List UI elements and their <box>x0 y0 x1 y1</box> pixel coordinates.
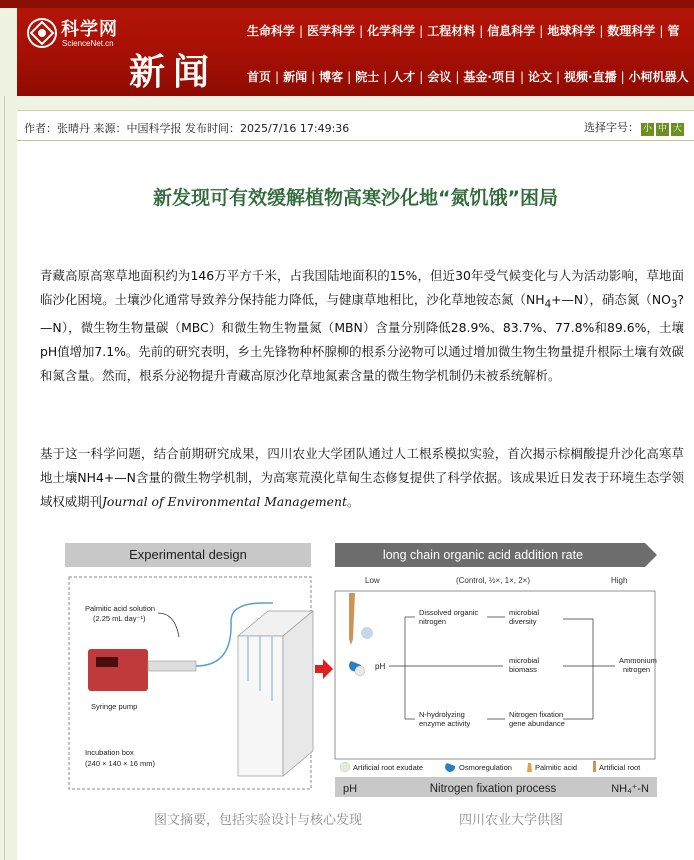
legend-palmitic: Palmitic acid <box>535 763 578 772</box>
legend-root: Artificial root <box>599 763 641 772</box>
incubation-box-size: (240 × 140 × 16 mm) <box>85 759 156 768</box>
solution-label: Palmitic acid solution <box>85 604 156 613</box>
p2-text-a: 基于这一科学问题，结合前期研究成果，四川农业大学团队通过人工根系模拟实验，首次揭示棕榈酸提升沙化高寒草地土壤NH4+—N含量的微生物学机制，为高寒荒漠化草甸生态修复提供了科学依据。该成果近日发表于环境生态学领域权威期刊 <box>40 446 684 509</box>
node-biomass-line1: microbial <box>509 656 540 665</box>
p1-subscript-3: 3 <box>670 298 678 311</box>
sub-nav-item-conference[interactable]: 会议 <box>427 70 452 84</box>
low-label: Low <box>365 576 380 585</box>
node-ph: pH <box>375 662 386 671</box>
top-nav-item-engineering[interactable]: 工程材料 <box>427 24 476 38</box>
left-rule <box>4 96 5 860</box>
syringe-pump-label: Syringe pump <box>91 702 138 711</box>
logo-english: ScienceNet.cn <box>62 39 114 48</box>
article-paragraph-1 <box>40 264 684 388</box>
solution-rate: (2.25 mL day⁻¹) <box>93 614 146 623</box>
figure-caption: 图文摘要，包括实验设计与核心发现 <box>154 813 363 828</box>
font-size-label: 选择字号： <box>584 121 639 134</box>
p1-text-a: 青藏高原高寒草地面积约为146万平方千米，占我国陆地面积的15%，但近30年受气候变化与人为活动影响，草地面临沙化困境。土壤沙化通常导致养分保持能力降低，与健康草地相比，沙化草地铵态氮（NH <box>40 268 684 307</box>
node-fixation-line1: Nitrogen fixation <box>509 710 564 719</box>
top-nav-item-math-physics[interactable]: 数理科学 <box>607 24 656 38</box>
font-size-selector <box>584 119 684 136</box>
graphical-abstract <box>63 541 657 799</box>
figure-credit: 四川农业大学供图 <box>459 813 564 828</box>
top-nav-item-earth[interactable]: 地球科学 <box>547 24 596 38</box>
legend-palmitic-icon <box>527 763 532 772</box>
byline: 作者：张晴丹 来源：中国科学报 发布时间：2025/7/16 17:49:36 <box>24 122 350 135</box>
legend-exudate-icon <box>340 762 350 772</box>
node-diversity-line2: diversity <box>509 617 537 626</box>
top-strip <box>0 0 694 8</box>
exudate-drop-icon-2 <box>355 666 365 676</box>
meta-bar <box>17 111 694 141</box>
p1-text-b: +—N），硝态氮（NO <box>551 292 671 307</box>
sub-nav-item-news[interactable]: 新闻 <box>283 70 308 84</box>
sub-nav-item-paper[interactable]: 论文 <box>527 70 552 84</box>
top-nav-item-management[interactable]: 管 <box>667 24 680 38</box>
journal-name: Journal of Environmental Management <box>101 494 347 509</box>
node-don-line1: Dissolved organic <box>419 608 479 617</box>
graphical-abstract-figure <box>63 541 657 799</box>
process-title: Nitrogen fixation process <box>429 783 557 795</box>
font-small-button[interactable]: 小 <box>642 124 652 134</box>
logo-text[interactable]: 科学网 <box>61 19 118 40</box>
p2-text-end: 。 <box>346 494 360 509</box>
sub-nav-item-fund[interactable]: 基金·项目 <box>463 70 516 84</box>
legend-osmoregulation: Osmoregulation <box>459 763 512 772</box>
control-label: (Control, ½×, 1×, 2×) <box>455 576 531 585</box>
sub-nav-item-academician[interactable]: 院士 <box>355 70 380 84</box>
article-paragraph-2 <box>40 442 684 514</box>
sub-nav: 首页 | 新闻 | 博客 | 院士 | 人才 | 会议 | 基金·项目 | 论文 | 视频·直播 | 小柯机器人 <box>247 70 689 84</box>
top-nav-item-medical[interactable]: 医学科学 <box>307 24 356 38</box>
sub-nav-item-robot[interactable]: 小柯机器人 <box>628 70 689 84</box>
top-nav-item-information[interactable]: 信息科学 <box>487 24 536 38</box>
section-title: 新闻 <box>129 51 218 93</box>
legend-osmoregulation-icon <box>445 763 455 772</box>
addition-rate-title: long chain organic acid addition rate <box>382 548 584 562</box>
node-ammonium-line1: Ammonium <box>619 656 657 665</box>
high-label: High <box>611 576 628 585</box>
p1-subscript-4: 4 <box>544 298 552 311</box>
site-header <box>17 8 694 96</box>
exudate-drop-icon <box>361 627 373 639</box>
incubation-box-label: Incubation box <box>85 748 134 757</box>
top-nav-item-chemistry[interactable]: 化学科学 <box>367 24 416 38</box>
sub-nav-item-blog[interactable]: 博客 <box>319 70 344 84</box>
process-ph: pH <box>343 783 358 795</box>
top-nav: 生命科学 | 医学科学 | 化学科学 | 工程材料 | 信息科学 | 地球科学 | 数理科学 | 管 <box>247 24 680 38</box>
node-enzyme-line2: enzyme activity <box>419 719 471 728</box>
pump-display <box>96 657 118 667</box>
legend-root-icon <box>593 761 596 772</box>
syringe-icon <box>148 661 196 671</box>
process-nh4: NH₄⁺-N <box>611 783 649 795</box>
node-diversity-line1: microbial <box>509 608 540 617</box>
top-nav-item-life[interactable]: 生命科学 <box>247 24 296 38</box>
legend-exudate: Artificial root exudate <box>353 763 424 772</box>
converge-lines <box>563 619 615 719</box>
solution-pointer <box>158 613 179 637</box>
p1-text-c: ?—N），微生物生物量碳（MBC）和微生物生物量氮（MBN）含量分别降低28.9%、83.7%、77.8%和89.6%，土壤pH值增加7.1%。先前的研究表明，乡土先锋物种杯腺柳的根系分泌物可以通过增加微生物生物量提升根际土壤有效碳和氮含量。然而，根系分泌物提升青藏高原沙化草地氮素含量的微生物学机制仍未被系统解析。 <box>40 292 684 384</box>
node-fixation-line2: gene abundance <box>509 719 565 728</box>
article-title: 新发现可有效缓解植物高寒沙化地“氮饥饿”困局 <box>153 187 558 209</box>
node-biomass-line2: biomass <box>509 665 537 674</box>
sub-nav-item-talent[interactable]: 人才 <box>391 70 416 84</box>
box-side <box>283 611 313 776</box>
sub-nav-item-home[interactable]: 首页 <box>247 70 272 84</box>
font-large-button[interactable]: 大 <box>672 124 682 134</box>
sub-nav-item-video[interactable]: 视频·直播 <box>564 70 617 84</box>
mechanism-box <box>335 591 655 759</box>
article-panel <box>17 110 694 860</box>
node-enzyme-line1: N-hydrolyzing <box>419 710 465 719</box>
artificial-root-icon <box>349 593 355 645</box>
red-arrow-icon <box>315 659 333 679</box>
node-ammonium-line2: nitrogen <box>623 665 651 674</box>
font-medium-button[interactable]: 中 <box>657 124 667 134</box>
syringe-pump-icon <box>88 649 148 691</box>
node-don-line2: nitrogen <box>419 617 447 626</box>
experimental-design-title: Experimental design <box>129 547 247 562</box>
logo-icon[interactable] <box>27 18 57 48</box>
